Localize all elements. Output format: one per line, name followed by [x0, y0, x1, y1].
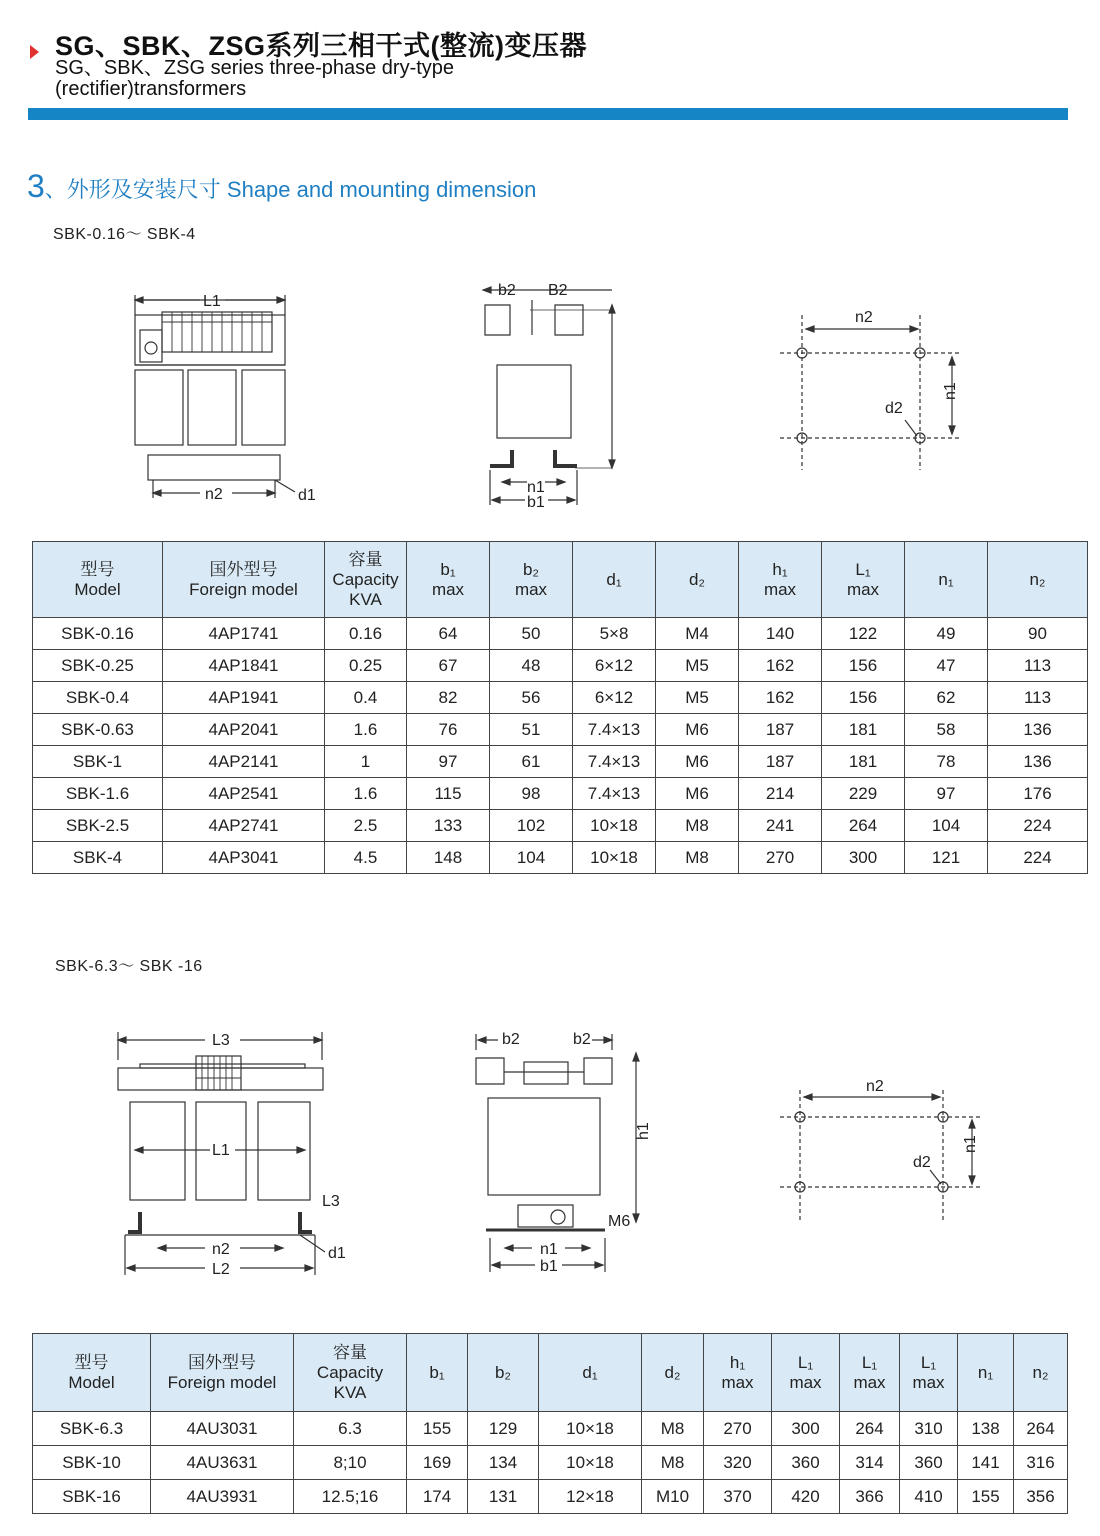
dim-L3-label: L3	[212, 1032, 230, 1049]
table-cell: 10×18	[539, 1446, 642, 1480]
table-cell: 7.4×13	[573, 778, 656, 810]
table-cell: 310	[900, 1412, 958, 1446]
table-cell: 12.5;16	[294, 1480, 407, 1514]
group1-drawings	[0, 270, 1100, 520]
col-header: 型号 Model	[33, 542, 163, 618]
table-cell: 6×12	[573, 650, 656, 682]
table-cell: 410	[900, 1480, 958, 1514]
table-cell: 58	[905, 714, 988, 746]
table-cell: 7.4×13	[573, 746, 656, 778]
table-cell: 113	[988, 682, 1088, 714]
table-cell: M6	[656, 746, 739, 778]
dim-n1-label: n1	[527, 479, 545, 496]
table-cell: 1.6	[325, 778, 407, 810]
table-cell: SBK-4	[33, 842, 163, 874]
header-divider-bar	[28, 108, 1068, 120]
table-cell: 241	[739, 810, 822, 842]
dim-n2-label: n2	[205, 486, 223, 503]
table-row	[33, 714, 1088, 746]
table-cell: 4AU3631	[151, 1446, 294, 1480]
spec-table-2	[32, 1333, 1068, 1514]
table-cell: 122	[822, 618, 905, 650]
table-cell: 156	[822, 650, 905, 682]
col-header: h₁ max	[704, 1334, 772, 1412]
table-cell: 300	[822, 842, 905, 874]
table-cell: 10×18	[539, 1412, 642, 1446]
dim-d1-label: d1	[328, 1245, 346, 1262]
table-cell: 62	[905, 682, 988, 714]
table-cell: 1	[325, 746, 407, 778]
table-cell: M8	[656, 810, 739, 842]
table-cell: 115	[407, 778, 490, 810]
table-cell: SBK-2.5	[33, 810, 163, 842]
page-title-cn: SG、SBK、ZSG系列三相干式(整流)变压器	[55, 31, 588, 61]
hole-n1-label: n1	[962, 1135, 979, 1153]
col-header: d₂	[642, 1334, 704, 1412]
table-cell: 113	[988, 650, 1088, 682]
hole-n1-label: n1	[942, 382, 959, 400]
col-header: n₂	[1014, 1334, 1068, 1412]
table-cell: 0.16	[325, 618, 407, 650]
table-cell: 4AP3041	[163, 842, 325, 874]
col-header: d₂	[656, 542, 739, 618]
table-cell: 90	[988, 618, 1088, 650]
table-cell: 136	[988, 714, 1088, 746]
table-cell: 214	[739, 778, 822, 810]
table-cell: 12×18	[539, 1480, 642, 1514]
col-header: L₁ max	[772, 1334, 840, 1412]
table-cell: 10×18	[573, 810, 656, 842]
table-cell: 155	[958, 1480, 1014, 1514]
page-title-en-line2: (rectifier)transformers	[55, 78, 247, 100]
dim-L2-label: L2	[212, 1261, 230, 1278]
title-bullet-icon	[30, 45, 39, 59]
table-cell: 61	[490, 746, 573, 778]
table-cell: 104	[490, 842, 573, 874]
table-cell: 6×12	[573, 682, 656, 714]
col-header: 容量 Capacity KVA	[294, 1334, 407, 1412]
table-cell: 51	[490, 714, 573, 746]
col-header: d₁	[573, 542, 656, 618]
table-cell: 67	[407, 650, 490, 682]
table-cell: 4AP2741	[163, 810, 325, 842]
table-cell: 141	[958, 1446, 1014, 1480]
table2-header-row	[33, 1334, 1068, 1412]
table-cell: 78	[905, 746, 988, 778]
section-number: 3	[27, 168, 45, 204]
dim-L3-side-label: L3	[322, 1193, 340, 1210]
table-cell: 314	[840, 1446, 900, 1480]
table-cell: M5	[656, 650, 739, 682]
table-cell: M6	[656, 778, 739, 810]
table-cell: M8	[642, 1412, 704, 1446]
table-cell: 140	[739, 618, 822, 650]
dim-h1-label: h1	[635, 1122, 652, 1140]
col-header: b₂ max	[490, 542, 573, 618]
table-cell: 366	[840, 1480, 900, 1514]
table-cell: 2.5	[325, 810, 407, 842]
dim-b2-left-label: b2	[502, 1031, 520, 1048]
dim-b2-label: b2	[498, 282, 516, 299]
table-cell: 224	[988, 810, 1088, 842]
table-cell: 6.3	[294, 1412, 407, 1446]
table-cell: 155	[407, 1412, 468, 1446]
table-cell: 320	[704, 1446, 772, 1480]
table-cell: 181	[822, 714, 905, 746]
table-cell: 76	[407, 714, 490, 746]
table-cell: SBK-0.4	[33, 682, 163, 714]
col-header: 型号 Model	[33, 1334, 151, 1412]
section-heading	[27, 168, 536, 205]
table-cell: 270	[704, 1412, 772, 1446]
table-cell: 8;10	[294, 1446, 407, 1480]
page-title-en	[55, 58, 454, 100]
table-cell: 136	[988, 746, 1088, 778]
table-cell: 49	[905, 618, 988, 650]
col-header: b₁	[407, 1334, 468, 1412]
table-cell: M6	[656, 714, 739, 746]
table-cell: 102	[490, 810, 573, 842]
col-header: n₁	[958, 1334, 1014, 1412]
table-row	[33, 1412, 1068, 1446]
table-cell: SBK-10	[33, 1446, 151, 1480]
table-cell: 156	[822, 682, 905, 714]
table-cell: 316	[1014, 1446, 1068, 1480]
table-row	[33, 746, 1088, 778]
table-cell: 187	[739, 746, 822, 778]
table-cell: 4AP1841	[163, 650, 325, 682]
table-row	[33, 842, 1088, 874]
dim-b1-label: b1	[540, 1258, 558, 1275]
table-cell: 224	[988, 842, 1088, 874]
dim-n2-label: n2	[212, 1241, 230, 1258]
table-cell: M8	[656, 842, 739, 874]
col-header: L₁ max	[900, 1334, 958, 1412]
spec-table-1	[32, 541, 1088, 874]
hole-d2-label: d2	[885, 400, 903, 417]
dim-n1-label: n1	[540, 1241, 558, 1258]
table-cell: SBK-0.16	[33, 618, 163, 650]
table-cell: 264	[822, 810, 905, 842]
table-row	[33, 1446, 1068, 1480]
table-cell: SBK-0.25	[33, 650, 163, 682]
table-row	[33, 618, 1088, 650]
table-cell: SBK-6.3	[33, 1412, 151, 1446]
table-cell: 10×18	[573, 842, 656, 874]
table-cell: 300	[772, 1412, 840, 1446]
col-header: n₂	[988, 542, 1088, 618]
table-cell: 64	[407, 618, 490, 650]
dim-b1-label: b1	[527, 494, 545, 511]
table-cell: 1.6	[325, 714, 407, 746]
table-cell: 4AP2541	[163, 778, 325, 810]
table-cell: 181	[822, 746, 905, 778]
table-cell: 50	[490, 618, 573, 650]
table-row	[33, 650, 1088, 682]
table-cell: SBK-1.6	[33, 778, 163, 810]
table-cell: 0.4	[325, 682, 407, 714]
table-cell: 133	[407, 810, 490, 842]
table-cell: 270	[739, 842, 822, 874]
table-cell: 129	[468, 1412, 539, 1446]
table-row	[33, 778, 1088, 810]
page-title-en-line1: SG、SBK、ZSG series three-phase dry-type	[55, 57, 455, 79]
table-cell: 4AU3031	[151, 1412, 294, 1446]
table-cell: 4AP2141	[163, 746, 325, 778]
table1-header-row	[33, 542, 1088, 618]
table-cell: M4	[656, 618, 739, 650]
col-header: 国外型号 Foreign model	[163, 542, 325, 618]
dim-b2-right-label: b2	[573, 1031, 591, 1048]
table-cell: 48	[490, 650, 573, 682]
table-cell: 97	[905, 778, 988, 810]
col-header: 容量 Capacity KVA	[325, 542, 407, 618]
table-cell: 162	[739, 650, 822, 682]
table-row	[33, 810, 1088, 842]
table-cell: 176	[988, 778, 1088, 810]
dim-L1-label: L1	[203, 293, 221, 310]
col-header: h₁ max	[739, 542, 822, 618]
table-cell: 97	[407, 746, 490, 778]
table-cell: 370	[704, 1480, 772, 1514]
table-cell: SBK-16	[33, 1480, 151, 1514]
table-cell: 5×8	[573, 618, 656, 650]
col-header: L₁ max	[822, 542, 905, 618]
table-cell: 4AP1941	[163, 682, 325, 714]
table-cell: 264	[1014, 1412, 1068, 1446]
table-cell: M10	[642, 1480, 704, 1514]
table-cell: 0.25	[325, 650, 407, 682]
group1-caption: SBK-0.16～ SBK-4	[53, 226, 196, 243]
table-cell: 134	[468, 1446, 539, 1480]
table-cell: 4AP2041	[163, 714, 325, 746]
table-cell: M5	[656, 682, 739, 714]
table-cell: 121	[905, 842, 988, 874]
table-cell: 264	[840, 1412, 900, 1446]
hole-d2-label: d2	[913, 1154, 931, 1171]
col-header: d₁	[539, 1334, 642, 1412]
table-cell: 360	[900, 1446, 958, 1480]
table-cell: 356	[1014, 1480, 1068, 1514]
table-cell: 162	[739, 682, 822, 714]
table-cell: 131	[468, 1480, 539, 1514]
dim-d1-label: d1	[298, 487, 316, 504]
table-cell: 229	[822, 778, 905, 810]
table-cell: 360	[772, 1446, 840, 1480]
table-row	[33, 1480, 1068, 1514]
table-cell: M8	[642, 1446, 704, 1480]
table-cell: 4AU3931	[151, 1480, 294, 1514]
table-cell: 7.4×13	[573, 714, 656, 746]
hole-n2-label: n2	[866, 1078, 884, 1095]
group2-caption: SBK-6.3～ SBK -16	[55, 958, 203, 975]
dim-M6-label: M6	[608, 1213, 631, 1230]
table-cell: 138	[958, 1412, 1014, 1446]
hole-n2-label: n2	[855, 309, 873, 326]
table-row	[33, 682, 1088, 714]
dim-L1-label: L1	[212, 1142, 230, 1159]
table-cell: 174	[407, 1480, 468, 1514]
table-cell: 82	[407, 682, 490, 714]
table-cell: 148	[407, 842, 490, 874]
table-cell: 56	[490, 682, 573, 714]
col-header: L₁ max	[840, 1334, 900, 1412]
table-cell: 169	[407, 1446, 468, 1480]
table-cell: 104	[905, 810, 988, 842]
col-header: 国外型号 Foreign model	[151, 1334, 294, 1412]
table-cell: 98	[490, 778, 573, 810]
table-cell: SBK-0.63	[33, 714, 163, 746]
dim-B2-label: B2	[548, 282, 568, 299]
table-cell: 47	[905, 650, 988, 682]
table-cell: SBK-1	[33, 746, 163, 778]
table-cell: 420	[772, 1480, 840, 1514]
table-cell: 4AP1741	[163, 618, 325, 650]
table-cell: 4.5	[325, 842, 407, 874]
col-header: b₁ max	[407, 542, 490, 618]
col-header: n₁	[905, 542, 988, 618]
col-header: b₂	[468, 1334, 539, 1412]
table-cell: 187	[739, 714, 822, 746]
section-title: 、外形及安装尺寸 Shape and mounting dimension	[44, 177, 537, 202]
group2-drawings	[0, 1020, 1100, 1285]
